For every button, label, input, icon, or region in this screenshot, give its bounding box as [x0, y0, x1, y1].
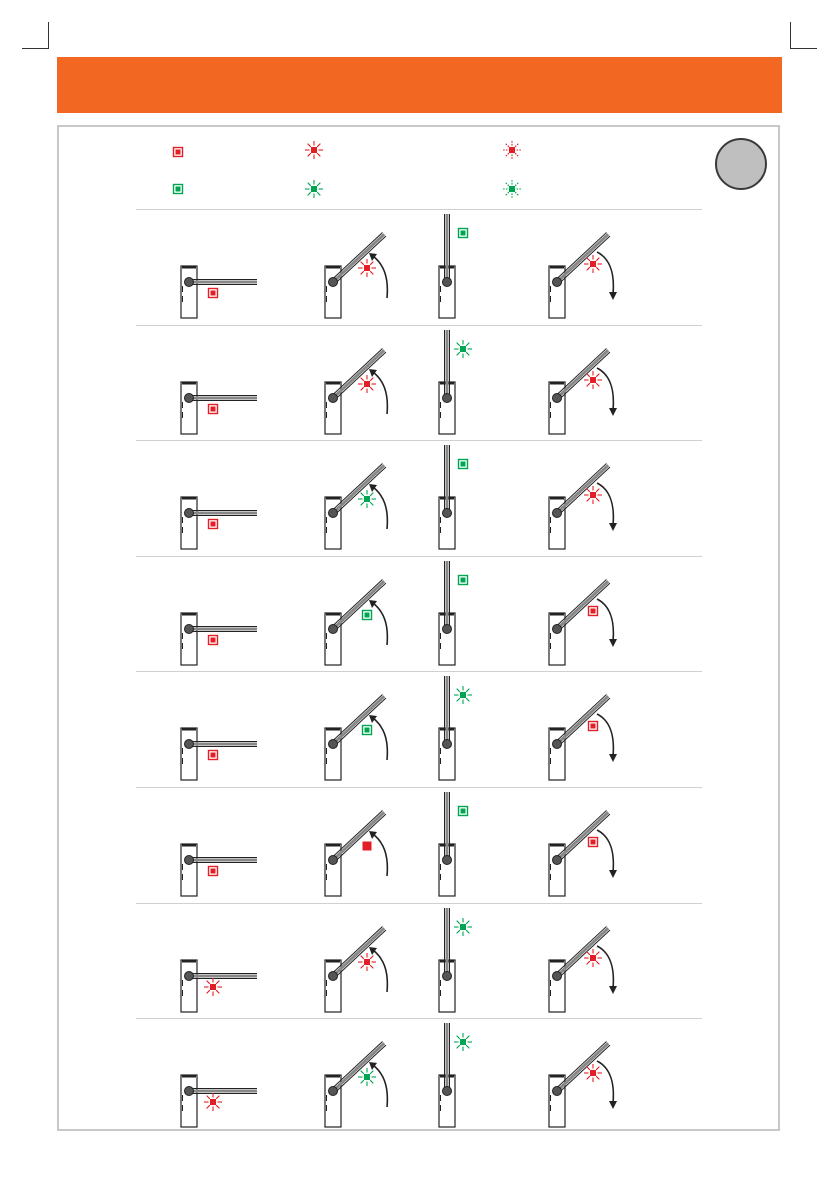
legend-red-on-icon [166, 140, 190, 164]
led-steady-icon [209, 404, 218, 413]
barrier-open-icon [435, 668, 535, 788]
led-steady-icon [209, 520, 218, 529]
barrier-closing-icon [545, 900, 645, 1020]
legend-green-blink-icon [302, 177, 326, 201]
led-flashing-icon [584, 486, 602, 504]
led-flashing-icon [454, 686, 472, 704]
barrier-open-icon [435, 322, 535, 442]
led-steady-icon [209, 289, 218, 298]
barrier-closing-icon [545, 553, 645, 673]
led-flashing-icon [204, 1093, 222, 1111]
barrier-closing-icon [545, 437, 645, 557]
legend-red-blink-slow-icon [500, 138, 524, 162]
led-flashing-icon [584, 949, 602, 967]
barrier-closing-icon [545, 1015, 645, 1135]
legend-green-on-icon [166, 177, 190, 201]
led-flashing-icon [584, 255, 602, 273]
led-steady-icon [363, 842, 372, 851]
barrier-closed-icon [177, 322, 277, 442]
led-flashing-icon [454, 918, 472, 936]
barrier-closed-icon [177, 437, 277, 557]
crop-mark-top-left [22, 22, 49, 49]
barrier-opening-icon [321, 553, 421, 673]
barrier-closed-icon [177, 206, 277, 326]
barrier-opening-icon [321, 322, 421, 442]
led-steady-icon [589, 838, 598, 847]
header-bar [57, 57, 782, 113]
barrier-closing-icon [545, 784, 645, 904]
crop-mark-top-right [790, 22, 817, 49]
barrier-open-icon [435, 206, 535, 326]
barrier-opening-icon [321, 668, 421, 788]
led-flashing-icon [454, 1033, 472, 1051]
barrier-closing-icon [545, 668, 645, 788]
led-steady-icon [589, 722, 598, 731]
led-steady-icon [363, 610, 372, 619]
led-steady-icon [589, 606, 598, 615]
legend-green-blink-slow-icon [500, 177, 524, 201]
led-flashing-icon [358, 1068, 376, 1086]
barrier-closed-icon [177, 900, 277, 1020]
led-flashing-icon [454, 340, 472, 358]
barrier-opening-icon [321, 784, 421, 904]
barrier-opening-icon [321, 206, 421, 326]
led-steady-icon [459, 575, 468, 584]
led-steady-icon [459, 460, 468, 469]
led-steady-icon [363, 726, 372, 735]
barrier-closed-icon [177, 553, 277, 673]
barrier-open-icon [435, 437, 535, 557]
led-flashing-icon [358, 259, 376, 277]
led-flashing-icon [358, 953, 376, 971]
led-steady-icon [209, 867, 218, 876]
led-flashing-icon [584, 371, 602, 389]
barrier-closing-icon [545, 322, 645, 442]
barrier-opening-icon [321, 437, 421, 557]
barrier-closing-icon [545, 206, 645, 326]
led-steady-icon [459, 807, 468, 816]
led-flashing-icon [204, 978, 222, 996]
barrier-closed-icon [177, 784, 277, 904]
legend-red-blink-icon [302, 138, 326, 162]
section-badge [715, 138, 767, 190]
barrier-open-icon [435, 900, 535, 1020]
led-steady-icon [209, 751, 218, 760]
led-steady-icon [459, 229, 468, 238]
barrier-opening-icon [321, 1015, 421, 1135]
led-steady-icon [209, 635, 218, 644]
led-flashing-icon [358, 375, 376, 393]
barrier-closed-icon [177, 1015, 277, 1135]
barrier-open-icon [435, 784, 535, 904]
led-flashing-icon [584, 1064, 602, 1082]
barrier-opening-icon [321, 900, 421, 1020]
led-flashing-icon [358, 490, 376, 508]
barrier-open-icon [435, 553, 535, 673]
barrier-closed-icon [177, 668, 277, 788]
barrier-open-icon [435, 1015, 535, 1135]
